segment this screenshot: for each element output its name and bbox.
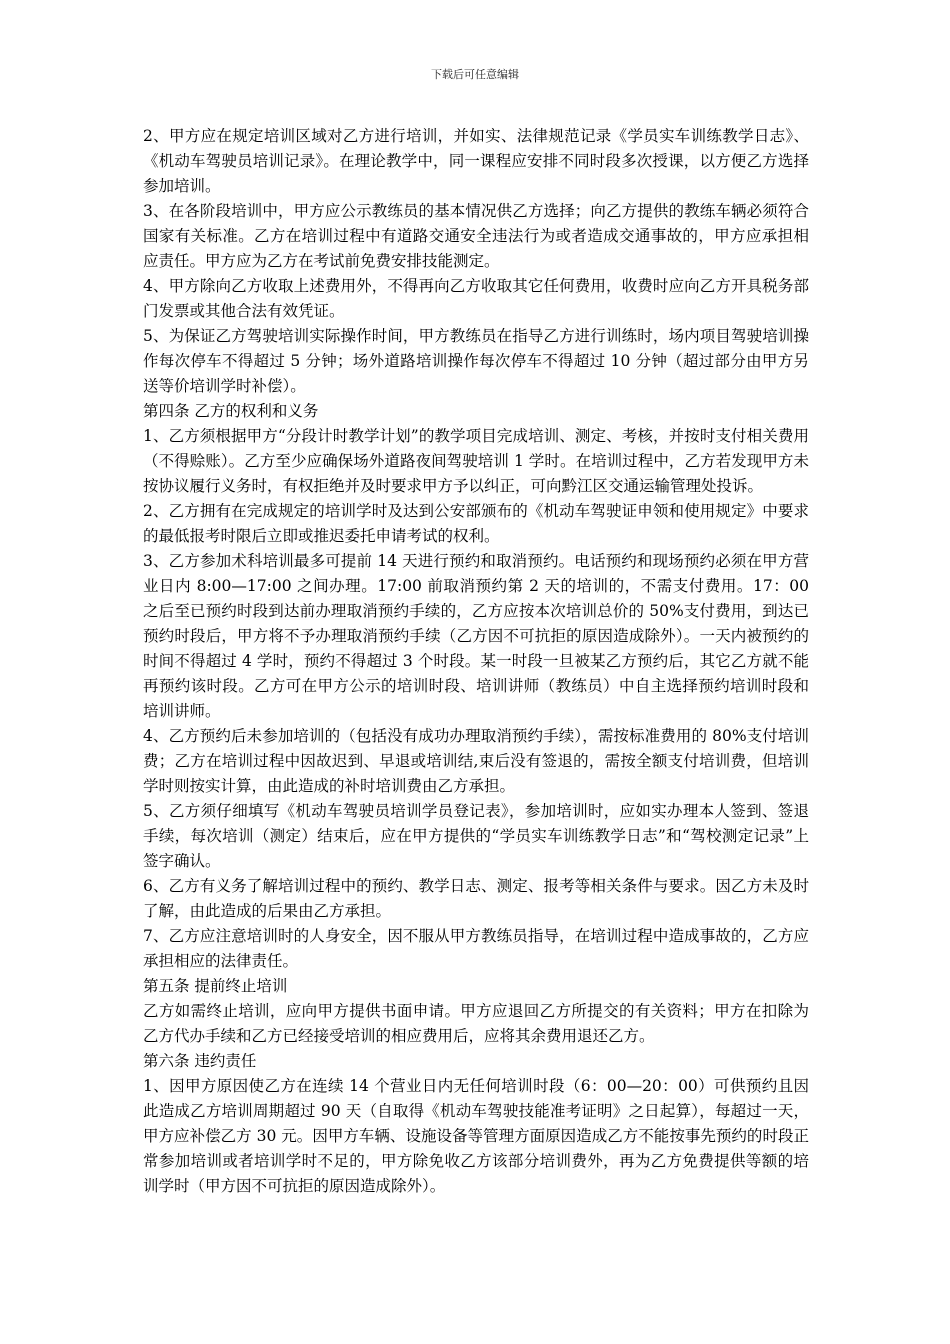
section-heading: 第五条 提前终止培训 bbox=[143, 977, 288, 995]
paragraph: 1、乙方须根据甲方“分段计时教学计划”的教学项目完成培训、测定、考核，并按时支付相关费用（不得赊账）。乙方至少应确保场外道路夜间驾驶培训 1 学时。在培训过程中，乙方若发现甲方未按协议履行义务时，有权拒绝并及时要求甲方予以纠正，可向黔江区交通运输管理处投诉。 bbox=[143, 427, 809, 495]
section-heading: 第六条 违约责任 bbox=[143, 1052, 257, 1070]
paragraph: 5、乙方须仔细填写《机动车驾驶员培训学员登记表》，参加培训时，应如实办理本人签到、签退手续，每次培训（测定）结束后，应在甲方提供的“学员实车训练教学日志”和“驾校测定记录”上签字确认。 bbox=[143, 802, 809, 870]
paragraph: 3、在各阶段培训中，甲方应公示教练员的基本情况供乙方选择；向乙方提供的教练车辆必须符合国家有关标准。乙方在培训过程中有道路交通安全违法行为或者造成交通事故的，甲方应承担相应责任。甲方应为乙方在考试前免费安排技能测定。 bbox=[143, 202, 809, 270]
section-heading: 第四条 乙方的权利和义务 bbox=[143, 402, 319, 420]
paragraph: 1、因甲方原因使乙方在连续 14 个营业日内无任何培训时段（6：00—20：00）可供预约且因此造成乙方培训周期超过 90 天（自取得《机动车驾驶技能准考证明》之日起算），每超过一天，甲方应补偿乙方 30 元。因甲方车辆、设施设备等管理方面原因造成乙方不能按事先预约的时段正常参加培训或者培训学时不足的，甲方除免收乙方该部分培训费外，再为乙方免费提供等额的培训学时（甲方因不可抗拒的原因造成除外）。 bbox=[143, 1077, 809, 1195]
paragraph: 4、甲方除向乙方收取上述费用外，不得再向乙方收取其它任何费用，收费时应向乙方开具税务部门发票或其他合法有效凭证。 bbox=[143, 277, 809, 320]
document-body bbox=[143, 124, 809, 1199]
paragraph: 5、为保证乙方驾驶培训实际操作时间，甲方教练员在指导乙方进行训练时，场内项目驾驶培训操作每次停车不得超过 5 分钟；场外道路培训操作每次停车不得超过 10 分钟（超过部分由甲方另送等价培训学时补偿）。 bbox=[143, 327, 809, 395]
paragraph: 3、乙方参加术科培训最多可提前 14 天进行预约和取消预约。电话预约和现场预约必须在甲方营业日内 8:00—17:00 之间办理。17:00 前取消预约第 2 天的培训的，不需支付费用。17：00 之后至已预约时段到达前办理取消预约手续的，乙方应按本次培训总价的 50%支付费用，到达已预约时段后，甲方将不予办理取消预约手续（乙方因不可抗拒的原因造成除外）。一天内被预约的时间不得超过 4 学时，预约不得超过 3 个时段。某一时段一旦被某乙方预约后，其它乙方就不能再预约该时段。乙方可在甲方公示的培训时段、培训讲师（教练员）中自主选择预约培训时段和培训讲师。 bbox=[143, 552, 809, 720]
paragraph: 4、乙方预约后未参加培训的（包括没有成功办理取消预约手续），需按标准费用的 80%支付培训费；乙方在培训过程中因故迟到、早退或培训结,束后没有签退的，需按全额支付培训费，但培训学时则按实计算，由此造成的补时培训费由乙方承担。 bbox=[143, 727, 809, 795]
page-header: 下载后可任意编辑 bbox=[431, 68, 519, 81]
paragraph: 乙方如需终止培训，应向甲方提供书面申请。甲方应退回乙方所提交的有关资料；甲方在扣除为乙方代办手续和乙方已经接受培训的相应费用后，应将其余费用退还乙方。 bbox=[143, 1002, 809, 1045]
paragraph: 7、乙方应注意培训时的人身安全，因不服从甲方教练员指导，在培训过程中造成事故的，乙方应承担相应的法律责任。 bbox=[143, 927, 809, 970]
paragraph: 2、乙方拥有在完成规定的培训学时及达到公安部颁布的《机动车驾驶证申领和使用规定》中要求的最低报考时限后立即或推迟委托申请考试的权利。 bbox=[143, 502, 809, 545]
paragraph: 6、乙方有义务了解培训过程中的预约、教学日志、测定、报考等相关条件与要求。因乙方未及时了解，由此造成的后果由乙方承担。 bbox=[143, 877, 809, 920]
paragraph: 2、甲方应在规定培训区域对乙方进行培训，并如实、法律规范记录《学员实车训练教学日志》、《机动车驾驶员培训记录》。在理论教学中，同一课程应安排不同时段多次授课，以方便乙方选择参加培训。 bbox=[143, 127, 809, 195]
